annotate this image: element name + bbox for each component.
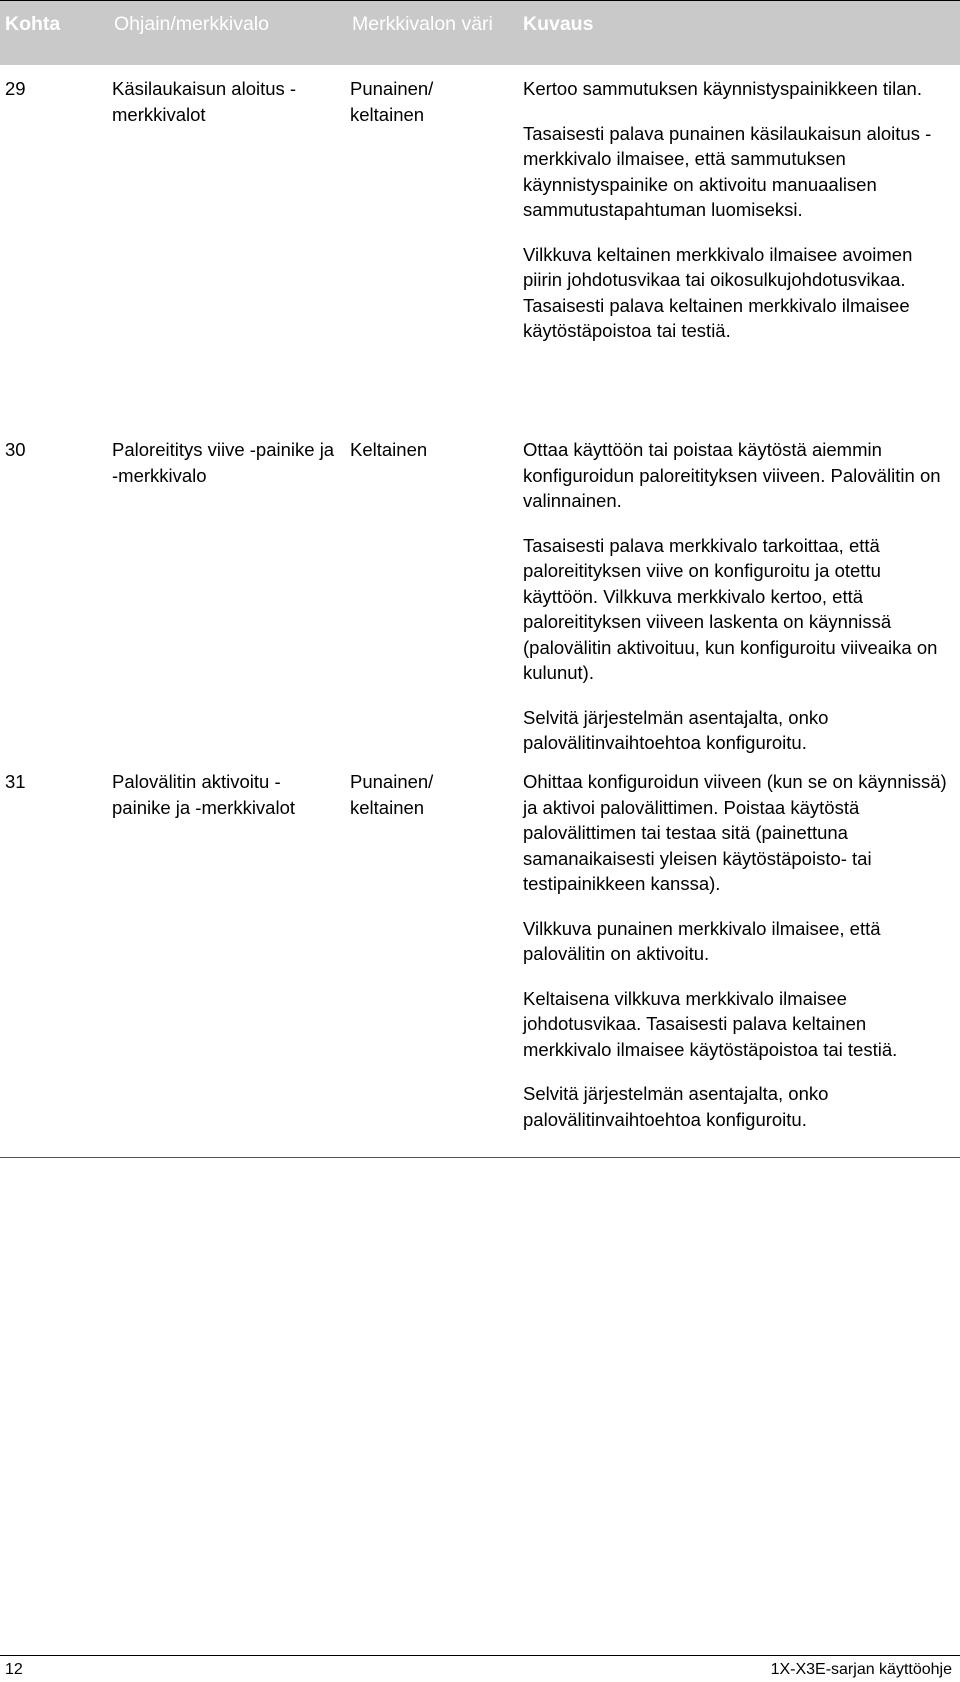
- row-29-kuvaus-p3: Vilkkuva keltainen merkkivalo ilmaisee avoimen piirin johdotusvikaa tai oikosulkujohdotusvikaa. Tasaisesti palava keltainen merkkivalo ilmaisee käytöstäpoistoa tai testiä.: [523, 243, 913, 341]
- row-31-vari: Punainen/ keltainen: [350, 771, 434, 818]
- row-29-kuvaus-p2: Tasaisesti palava punainen käsilaukaisun aloitus -merkkivalo ilmaisee, että sammutuksen käynnistyspainike on aktivoitu manuaalisen sammutustapahtuman luomiseksi.: [523, 122, 932, 220]
- row-30-kuvaus-p2: Tasaisesti palava merkkivalo tarkoittaa, että paloreitityksen viive on konfiguroitu ja otettu käyttöön. Vilkkuva merkkivalo kertoo, että paloreitityksen viiveen laskenta on käynnissä (palovälitin aktivoituu, kun konfiguroitu viiveaika on kulunut).: [523, 534, 938, 683]
- table-bottom-rule: [0, 1157, 960, 1158]
- row-29-vari: Punainen/ keltainen: [350, 78, 434, 125]
- row-31-ohjain: Palovälitin aktivoitu -painike ja -merkkivalot: [112, 771, 296, 818]
- row-31-kohta: 31: [5, 771, 26, 792]
- header-kuvaus: Kuvaus: [523, 13, 594, 35]
- row-31-kuvaus-p1: Ohittaa konfiguroidun viiveen (kun se on käynnissä) ja aktivoi palovälittimen. Poistaa käytöstä palovälittimen tai testaa sitä (painettuna samanaikaisesti yleisen käytöstäpoisto- tai testipainikkeen kanssa).: [523, 771, 947, 894]
- row-30-vari: Keltainen: [350, 439, 428, 460]
- header-vari: Merkkivalon väri: [352, 13, 493, 35]
- row-29-kuvaus-p1: Kertoo sammutuksen käynnistyspainikkeen tilan.: [523, 78, 922, 99]
- row-31-kuvaus: [523, 769, 953, 1132]
- document-title: 1X-X3E-sarjan käyttöohje: [770, 1661, 952, 1678]
- header-kohta: Kohta: [5, 13, 61, 35]
- row-29-ohjain: Käsilaukaisun aloitus -merkkivalot: [112, 78, 297, 125]
- row-29-kohta: 29: [5, 78, 26, 99]
- row-31-kuvaus-p2: Vilkkuva punainen merkkivalo ilmaisee, että palovälitin on aktivoitu.: [523, 917, 881, 964]
- footer-rule: [0, 1655, 960, 1656]
- table-header: [0, 1, 960, 65]
- row-29-kuvaus: [523, 76, 953, 344]
- row-31-kuvaus-p4: Selvitä järjestelmän asentajalta, onko palovälitinvaihtoehtoa konfiguroitu.: [523, 1083, 829, 1130]
- page-number: 12: [5, 1661, 23, 1678]
- row-30-kohta: 30: [5, 439, 26, 460]
- header-ohjain: Ohjain/merkkivalo: [114, 13, 269, 35]
- row-30-kuvaus: [523, 437, 953, 756]
- row-30-ohjain: Paloreititys viive -painike ja -merkkivalo: [112, 439, 335, 486]
- row-31-kuvaus-p3: Keltaisena vilkkuva merkkivalo ilmaisee johdotusvikaa. Tasaisesti palava keltainen merkkivalo ilmaisee käytöstäpoistoa tai testiä.: [523, 987, 898, 1060]
- row-30-kuvaus-p3: Selvitä järjestelmän asentajalta, onko palovälitinvaihtoehtoa konfiguroitu.: [523, 706, 829, 753]
- row-30-kuvaus-p1: Ottaa käyttöön tai poistaa käytöstä aiemmin konfiguroidun paloreitityksen viiveen. Palovälitin on valinnainen.: [523, 439, 941, 511]
